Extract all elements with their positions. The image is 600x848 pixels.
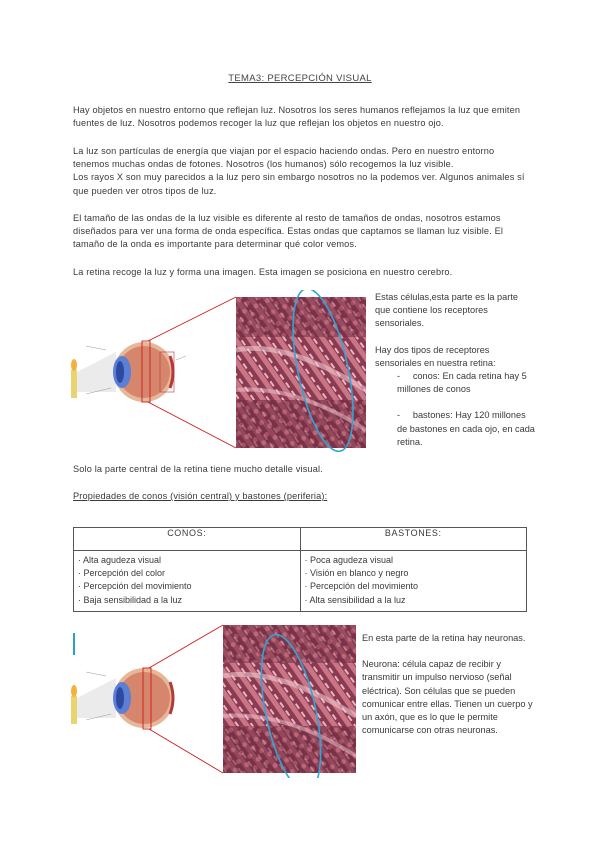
zoom-line <box>149 729 223 773</box>
zoom-line <box>149 625 223 668</box>
list-item: · Percepción del color <box>78 568 166 579</box>
paragraph-text: El tamaño de las ondas de la luz visible es diferente al resto de tamaños de ondas, nosotros estamos diseñados para ver una forma de onda específica. Estas ondas que captamos se llaman luz visible. El tamaño de la onda es importante para determinar qué color vemos. <box>73 213 504 250</box>
list-item: · Alta sensibilidad a la luz <box>304 594 406 605</box>
retina-figure-2 <box>66 618 356 778</box>
conos-cell <box>74 551 301 612</box>
list-item: · Baja sensibilidad a la luz <box>78 594 183 605</box>
paragraph-light-reflection <box>73 104 533 130</box>
candle-icon <box>71 685 77 724</box>
paragraph-light-particles <box>73 145 533 198</box>
list-item: · Poca agudeza visual <box>304 555 394 565</box>
list-item: · Visión en blanco y negro <box>304 568 409 579</box>
paragraph-central-retina <box>73 463 533 476</box>
eye-zoom-diagram <box>66 290 366 455</box>
zoom-line <box>148 402 236 448</box>
paragraph-retina <box>73 266 533 279</box>
page-title: TEMA3: PERCEPCIÓN VISUAL <box>228 73 372 84</box>
retina-tissue-image <box>236 297 366 448</box>
properties-table <box>73 527 527 612</box>
neuron-definition: Neurona: célula capaz de recibir y transmitir un impulso nervioso (señal eléctrica). Son células que se pueden comunicar entre ellas. Tienen un cuerpo y un axón, que es lo que le permite comunicarse con otras neuronas. <box>362 659 533 736</box>
neurons-intro: En esta parte de la retina hay neuronas. <box>362 633 526 643</box>
paragraph-text: Hay objetos en nuestro entorno que reflejan luz. Nosotros los seres humanos reflejamos la luz que emiten fuentes de luz. Nosotros podemos recoger la luz que reflejan los objetos en nuestro ojo. <box>73 105 521 129</box>
column-header-conos: CONOS: <box>74 528 301 551</box>
eye-zoom-diagram <box>66 618 356 778</box>
retina-figure-1 <box>66 290 366 455</box>
bullet-dash: - <box>397 371 401 382</box>
paragraph-text: Propiedades de conos (visión central) y bastones (periferia): <box>73 491 328 501</box>
candle-icon <box>71 359 77 398</box>
column-header-bastones: BASTONES: <box>300 528 527 551</box>
conos-text: conos: En cada retina hay 5 millones de conos <box>397 371 527 395</box>
paragraph-text: Los rayos X son muy parecidos a la luz pero sin embargo nosotros no la podemos ver. Algunos animales sí que pueden ver otros tipos de luz. <box>73 172 525 196</box>
paragraph-text: La retina recoge la luz y forma una imagen. Esta imagen se posiciona en nuestro cerebro. <box>73 267 453 277</box>
receptors-intro: Estas células,esta parte es la parte que contiene los receptores sensoriales. <box>375 292 518 329</box>
table-header-row <box>74 528 527 551</box>
paragraph-text: Solo la parte central de la retina tiene mucho detalle visual. <box>73 464 323 474</box>
paragraph-text: La luz son partículas de energía que viajan por el espacio haciendo ondas. Pero en nuestro entorno tenemos muchas ondas de fotones. Nosotros (los humanos) sólo recogemos la luz visible. <box>73 146 495 170</box>
list-item: · Alta agudeza visual <box>78 555 162 565</box>
list-item: · Percepción del movimiento <box>304 581 419 592</box>
paragraph-wave-size <box>73 212 533 252</box>
bastones-cell <box>300 551 527 612</box>
receptors-description <box>375 291 535 449</box>
retina-tissue-image <box>223 625 356 773</box>
bastones-text: bastones: Hay 120 millones de bastones en cada ojo, en cada retina. <box>397 410 535 447</box>
zoom-line <box>148 297 236 341</box>
bullet-dash: - <box>397 410 401 421</box>
paragraph-properties-heading <box>73 490 533 503</box>
receptors-bastones <box>375 409 535 449</box>
receptors-conos <box>375 370 535 396</box>
neurons-description <box>362 632 534 737</box>
table-row <box>74 551 527 612</box>
list-item: · Percepción del movimiento <box>78 581 192 592</box>
receptors-types: Hay dos tipos de receptores sensoriales en nuestra retina: <box>375 344 496 368</box>
